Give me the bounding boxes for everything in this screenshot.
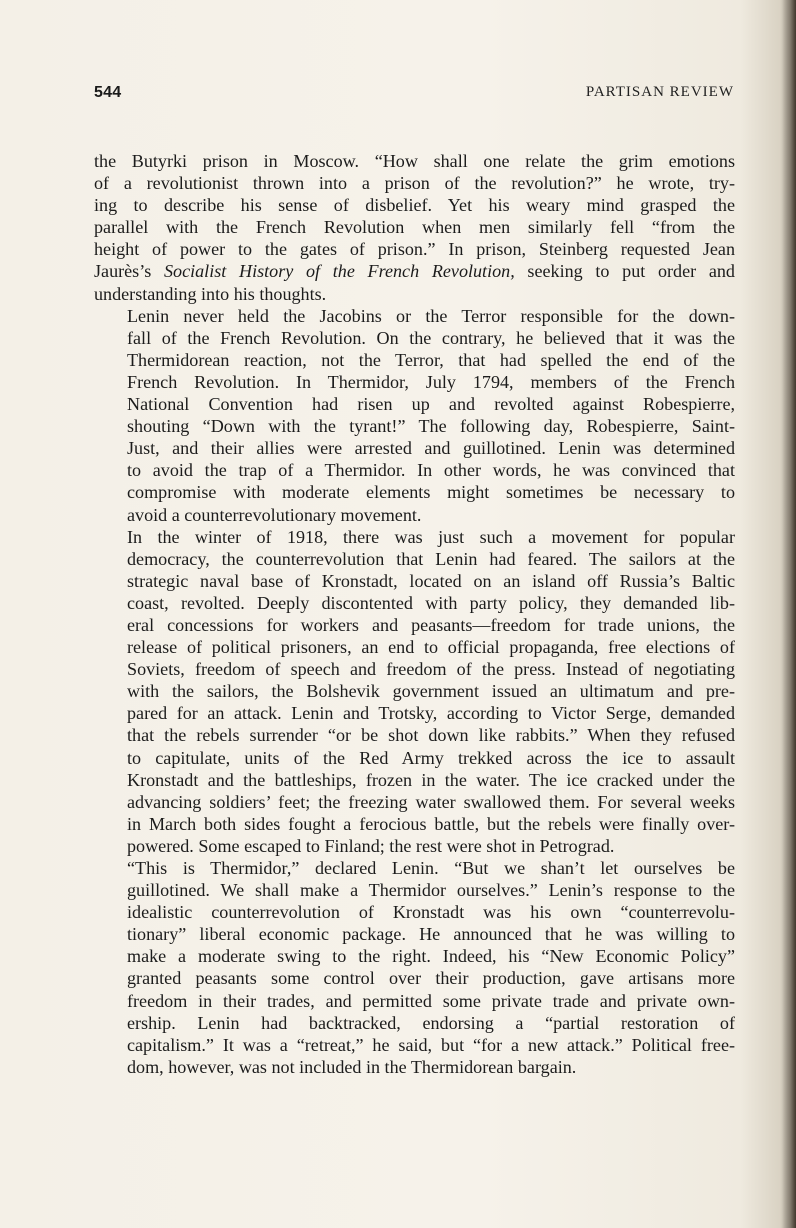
text-run: granted peasants some control over their production, gave artisans more (127, 968, 735, 989)
text-line (94, 150, 735, 172)
text-line (94, 194, 735, 216)
text-line (94, 857, 735, 879)
text-run: pared for an attack. Lenin and Trotsky, according to Victor Serge, demanded (127, 703, 735, 724)
text-line (94, 481, 735, 503)
text-run: to capitulate, units of the Red Army trekked across the ice to assault (127, 747, 735, 768)
text-run: Kronstadt and the battleships, frozen in the water. The ice cracked under the (127, 769, 735, 790)
text-run: parallel with the French Revolution when men similarly fell “from the (94, 217, 735, 238)
text-run: to avoid the trap of a Thermidor. In other words, he was convinced that (127, 460, 735, 481)
text-run: powered. Some escaped to Finland; the rest were shot in Petrograd. (127, 835, 615, 856)
text-run: fall of the French Revolution. On the contrary, he believed that it was the (127, 327, 735, 348)
text-run: with the sailors, the Bolshevik government issued an ultimatum and pre- (127, 681, 735, 702)
text-line (94, 1012, 735, 1034)
text-line (94, 658, 735, 680)
italic-title: Socialist History of the French Revolution, (163, 261, 515, 282)
text-line (94, 636, 735, 658)
text-line (94, 923, 735, 945)
text-run: guillotined. We shall make a Thermidor ourselves.” Lenin’s response to the (127, 880, 735, 901)
text-line (94, 747, 735, 769)
text-run: dom, however, was not included in the Thermidorean bargain. (127, 1056, 577, 1077)
text-line (94, 260, 735, 282)
text-line (94, 305, 735, 327)
text-line (94, 415, 735, 437)
text-line (94, 990, 735, 1012)
text-line (94, 680, 735, 702)
paragraph (94, 150, 735, 305)
text-run: the Butyrki prison in Moscow. “How shall one relate the grim emotions (94, 151, 735, 171)
text-line (94, 592, 735, 614)
text-line (94, 349, 735, 371)
text-line (94, 791, 735, 813)
running-head (94, 84, 734, 106)
text-line (94, 459, 735, 481)
paragraph (94, 857, 735, 1078)
text-run: in March both sides fought a ferocious battle, but the rebels were finally over- (127, 813, 735, 834)
text-run: shouting “Down with the tyrant!” The following day, Robespierre, Saint- (127, 416, 735, 437)
text-run: Thermidorean reaction, not the Terror, that had spelled the end of the (127, 349, 735, 370)
text-run: make a moderate swing to the right. Indeed, his “New Economic Policy” (127, 946, 735, 967)
text-run: Just, and their allies were arrested and guillotined. Lenin was determined (127, 438, 735, 459)
text-run: coast, revolted. Deeply discontented with party policy, they demanded lib- (127, 592, 735, 613)
text-run: avoid a counterrevolutionary movement. (127, 504, 422, 525)
text-line (94, 945, 735, 967)
text-line (94, 437, 735, 459)
text-line (94, 371, 735, 393)
text-run: advancing soldiers’ feet; the freezing water swallowed them. For several weeks (127, 791, 735, 812)
text-line (94, 526, 735, 548)
journal-title: PARTISAN REVIEW (585, 84, 734, 100)
text-line (94, 769, 735, 791)
text-run: democracy, the counterrevolution that Lenin had feared. The sailors at the (127, 548, 735, 569)
text-run: Soviets, freedom of speech and freedom of the press. Instead of negotiating (127, 659, 735, 680)
text-run: eral concessions for workers and peasants—freedom for trade unions, the (127, 614, 735, 635)
text-run: of a revolutionist thrown into a prison of the revolution?” he wrote, try- (94, 173, 735, 194)
text-run: “This is Thermidor,” declared Lenin. “But we shan’t let ourselves be (127, 858, 735, 878)
text-line (94, 393, 735, 415)
text-run: understanding into his thoughts. (94, 283, 327, 304)
paragraph (94, 305, 735, 526)
text-run: French Revolution. In Thermidor, July 1794, members of the French (127, 371, 735, 392)
text-run: National Convention had risen up and revolted against Robespierre, (127, 394, 735, 415)
text-run: compromise with moderate elements might sometimes be necessary to (127, 482, 735, 503)
text-line (94, 504, 735, 526)
text-run: tionary” liberal economic package. He announced that he was willing to (127, 924, 735, 945)
text-line (94, 283, 735, 305)
text-run: Jaurès’s (94, 261, 164, 282)
paragraph (94, 526, 735, 857)
text-line (94, 724, 735, 746)
text-line (94, 1056, 735, 1078)
text-line (94, 548, 735, 570)
text-run: Lenin never held the Jacobins or the Terror responsible for the down- (127, 305, 735, 326)
text-line (94, 614, 735, 636)
text-line (94, 216, 735, 238)
text-run: that the rebels surrender “or be shot down like rabbits.” When they refused (127, 725, 735, 746)
page-gutter-shadow (782, 0, 796, 1228)
text-line (94, 1034, 735, 1056)
body-text (94, 150, 735, 1078)
text-line (94, 702, 735, 724)
text-line (94, 813, 735, 835)
text-line (94, 570, 735, 592)
page-number: 544 (94, 84, 122, 101)
text-run: ership. Lenin had backtracked, endorsing a “partial restoration of (127, 1012, 735, 1033)
text-run: release of political prisoners, an end to official propaganda, free elections of (127, 637, 735, 658)
text-run: capitalism.” It was a “retreat,” he said, but “for a new attack.” Political free- (127, 1034, 735, 1055)
text-run: In the winter of 1918, there was just such a movement for popular (127, 526, 735, 547)
text-line (94, 835, 735, 857)
text-run: ing to describe his sense of disbelief. Yet his weary mind grasped the (94, 195, 735, 216)
text-line (94, 967, 735, 989)
text-run: strategic naval base of Kronstadt, located on an island off Russia’s Baltic (127, 570, 735, 591)
text-line (94, 327, 735, 349)
text-run: freedom in their trades, and permitted some private trade and private own- (127, 990, 735, 1011)
text-run: height of power to the gates of prison.” In prison, Steinberg requested Jean (94, 239, 735, 260)
text-line (94, 901, 735, 923)
text-line (94, 238, 735, 260)
text-run: seeking to put order and (514, 261, 735, 282)
text-line (94, 879, 735, 901)
text-line (94, 172, 735, 194)
text-run: idealistic counterrevolution of Kronstadt was his own “counterrevolu- (127, 902, 735, 923)
